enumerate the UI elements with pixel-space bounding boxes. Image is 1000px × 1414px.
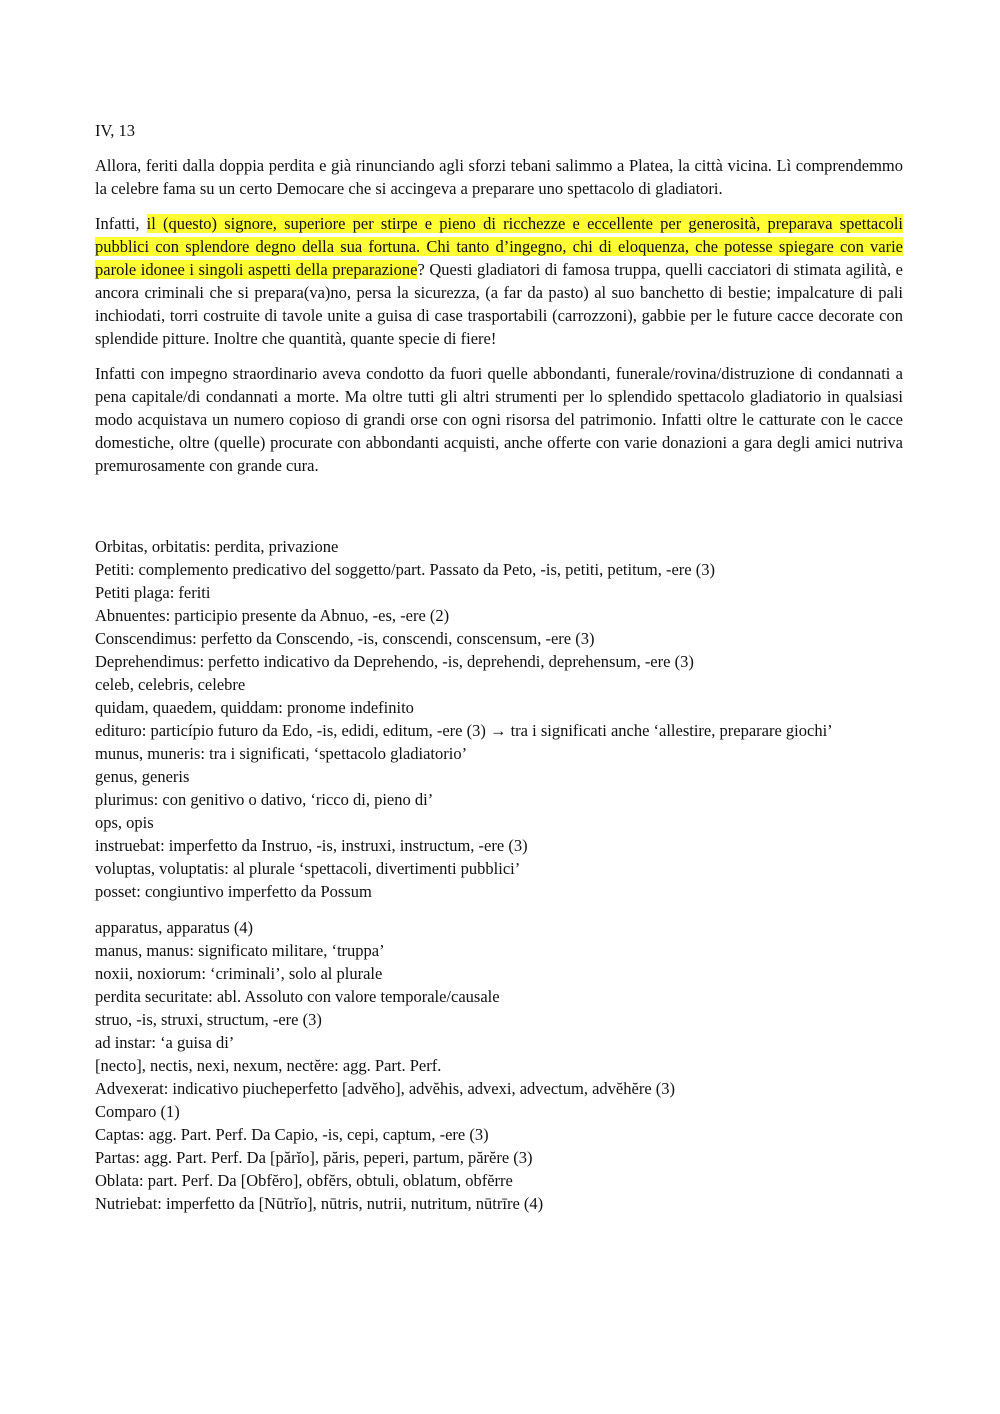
note-item: genus, generis bbox=[95, 767, 190, 786]
note-item: Deprehendimus: perfetto indicativo da Deprehendo, -is, deprehendi, deprehensum, -ere (3) bbox=[95, 652, 694, 671]
note-item: Captas: agg. Part. Perf. Da Capio, -is, cepi, captum, -ere (3) bbox=[95, 1125, 489, 1144]
note-item: apparatus, apparatus (4) bbox=[95, 918, 254, 937]
note-item: Oblata: part. Perf. Da [Obfĕro], obfĕrs, obtuli, oblatum, obfĕrre bbox=[95, 1171, 513, 1190]
paragraph-2-rest: ? Questi gladiatori di famosa truppa, quelli cacciatori di stimata agilità, e ancora criminali che si prepara(va)no, persa la sicurezza, (a far da pasto) al suo banchetto di bestie; impalcature di pali inchiodati, torri costruite di tavole unite a guisa di case trasportabili (carrozzoni), gabbie per le future cacce decorate con splendide pitture. Inoltre che quantità, quante specie di fiere! bbox=[95, 260, 903, 348]
highlighted-passage: il (questo) signore, superiore per stirpe e pieno di ricchezze e eccellente per generosità, preparava spettacoli pubblici con splendore degno della sua fortuna. Chi tanto d’ingegno, chi di eloquenza, che potesse spiegare con varie parole idonee i singoli aspetti della preparazione bbox=[95, 214, 903, 279]
note-item: Comparo (1) bbox=[95, 1102, 180, 1121]
note-item: quidam, quaedem, quiddam: pronome indefinito bbox=[95, 698, 414, 717]
note-item: ad instar: ‘a guisa di’ bbox=[95, 1033, 235, 1052]
note-item: Partas: agg. Part. Perf. Da [părĭo], păris, peperi, partum, părĕre (3) bbox=[95, 1148, 533, 1167]
note-item: perdita securitate: abl. Assoluto con valore temporale/causale bbox=[95, 987, 500, 1006]
translation-paragraph-2 bbox=[95, 212, 903, 350]
note-item: munus, muneris: tra i significati, ‘spettacolo gladiatorio’ bbox=[95, 744, 468, 763]
translation-paragraph-3: Infatti con impegno straordinario aveva condotto da fuori quelle abbondanti, funerale/rovina/distruzione di condannati a pena capitale/di condannati a morte. Ma oltre tutti gli altri strumenti per lo splendido spettacolo gladiatorio in qualsiasi modo acquistava un numero copioso di grandi orse con ogni risorsa del patrimonio. Infatti oltre le catturate con le cacce domestiche, oltre (quelle) procurate con abbondanti acquisti, anche offerte con varie donazioni a gara degli amici nutriva premurosamente con grande cura. bbox=[95, 364, 903, 475]
note-item: Advexerat: indicativo piucheperfetto [advĕho], advĕhis, advexi, advectum, advĕhĕre (3) bbox=[95, 1079, 676, 1098]
paragraph-2-lead: Infatti, bbox=[95, 214, 147, 233]
note-item: Orbitas, orbitatis: perdita, privazione bbox=[95, 537, 339, 556]
translation-paragraph-1: Allora, feriti dalla doppia perdita e già rinunciando agli sforzi tebani salimmo a Platea, la città vicina. Lì comprendemmo la celebre fama su un certo Democare che si accingeva a preparare uno spettacolo di gladiatori. bbox=[95, 156, 903, 198]
section-heading: IV, 13 bbox=[95, 121, 136, 140]
note-item: Petiti: complemento predicativo del soggetto/part. Passato da Peto, -is, petiti, petitum, -ere (3) bbox=[95, 560, 715, 579]
note-item: struo, -is, struxi, structum, -ere (3) bbox=[95, 1010, 322, 1029]
vocabulary-notes-2 bbox=[95, 916, 903, 1215]
document-page bbox=[95, 119, 903, 1215]
note-item: instruebat: imperfetto da Instruo, -is, instruxi, instructum, -ere (3) bbox=[95, 836, 528, 855]
note-item: Conscendimus: perfetto da Conscendo, -is, conscendi, conscensum, -ere (3) bbox=[95, 629, 595, 648]
note-item: noxii, noxiorum: ‘criminali’, solo al plurale bbox=[95, 964, 383, 983]
note-item: Abnuentes: participio presente da Abnuo, -es, -ere (2) bbox=[95, 606, 450, 625]
note-item: Nutriebat: imperfetto da [Nūtrĭo], nūtris, nutrii, nutritum, nūtrīre (4) bbox=[95, 1194, 544, 1213]
vocabulary-notes-1 bbox=[95, 535, 903, 903]
note-item: voluptas, voluptatis: al plurale ‘spettacoli, divertimenti pubblici’ bbox=[95, 859, 521, 878]
note-item: celeb, celebris, celebre bbox=[95, 675, 246, 694]
note-item: edituro: particípio futuro da Edo, -is, edidi, editum, -ere (3) → tra i significati anche ‘allestire, preparare giochi’ bbox=[95, 721, 833, 740]
spacer bbox=[95, 489, 903, 535]
note-item: manus, manus: significato militare, ‘truppa’ bbox=[95, 941, 385, 960]
note-item: ops, opis bbox=[95, 813, 154, 832]
note-item: plurimus: con genitivo o dativo, ‘ricco di, pieno di’ bbox=[95, 790, 434, 809]
note-item: Petiti plaga: feriti bbox=[95, 583, 211, 602]
note-item: posset: congiuntivo imperfetto da Possum bbox=[95, 882, 372, 901]
note-item: [necto], nectis, nexi, nexum, nectĕre: agg. Part. Perf. bbox=[95, 1056, 442, 1075]
